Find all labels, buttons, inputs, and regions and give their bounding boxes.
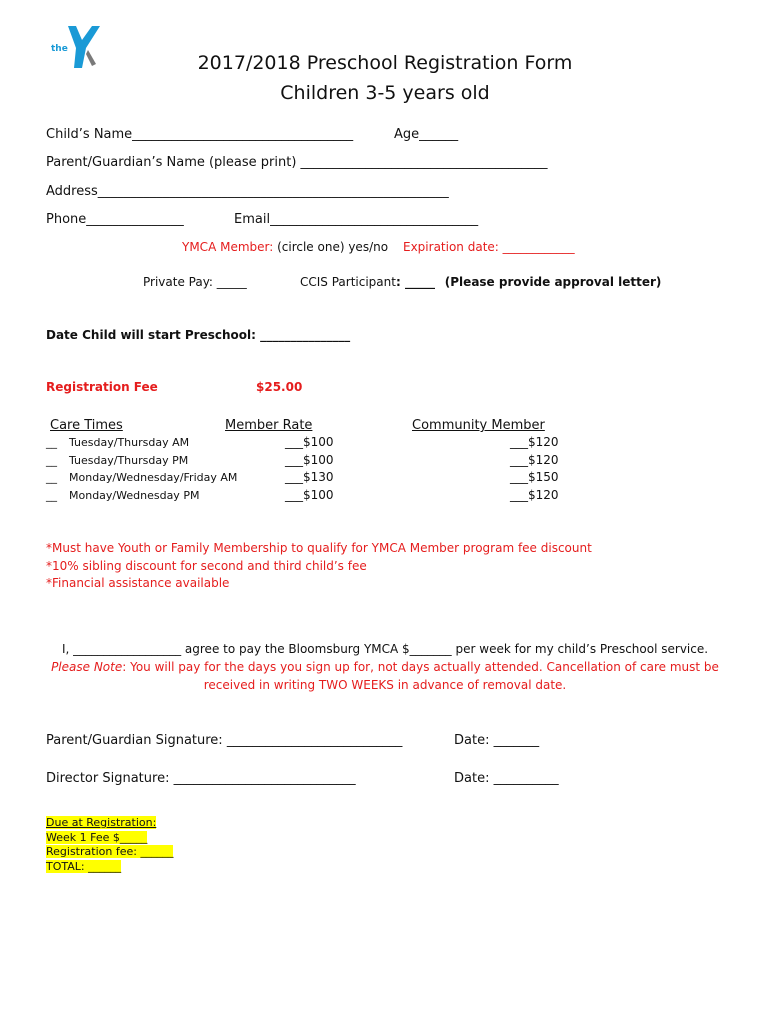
total-field[interactable]: TOTAL: ______ <box>46 860 122 873</box>
registration-fee-amount: $25.00 <box>256 380 303 394</box>
ccis-note: (Please provide approval letter) <box>444 275 662 289</box>
address-field[interactable]: Address______________________________________________________ <box>46 184 449 199</box>
ymca-member-label: YMCA Member: <box>182 240 274 254</box>
ccis-blank[interactable]: : _____ <box>395 275 435 289</box>
start-date-field[interactable] <box>46 328 350 342</box>
logo-the-text: the <box>51 44 68 54</box>
parent-signature-field[interactable]: Parent/Guardian Signature: ___________________________ <box>46 733 403 748</box>
please-note-line <box>0 660 770 674</box>
community-member-header: Community Member <box>412 418 545 433</box>
care-row-blank[interactable]: __ <box>46 489 57 502</box>
care-row-blank[interactable]: __ <box>46 454 57 467</box>
form-subtitle: Children 3-5 years old <box>280 82 490 104</box>
ccis-field[interactable] <box>300 275 661 289</box>
start-date-blank[interactable]: _______________ <box>260 328 351 342</box>
private-pay-field[interactable]: Private Pay: _____ <box>143 275 247 289</box>
care-row-member-rate[interactable]: ___$130 <box>285 470 334 484</box>
removal-notice-line: received in writing TWO WEEKS in advance of removal date. <box>203 678 567 692</box>
parent-date-field[interactable]: Date: _______ <box>454 733 540 748</box>
registration-fee-label: Registration Fee <box>46 380 158 394</box>
parent-name-field[interactable]: Parent/Guardian’s Name (please print) ______________________________________ <box>46 155 548 170</box>
director-date-field[interactable]: Date: __________ <box>454 771 559 786</box>
care-row-blank[interactable]: __ <box>46 471 57 484</box>
care-row-member-rate[interactable]: ___$100 <box>285 488 334 502</box>
care-row-member-rate[interactable]: ___$100 <box>285 453 334 467</box>
care-row-community-rate[interactable]: ___$120 <box>510 488 559 502</box>
ymca-member-field[interactable] <box>182 240 388 254</box>
start-date-label: Date Child will start Preschool: <box>46 328 261 342</box>
phone-field[interactable]: Phone_______________ <box>46 212 184 227</box>
member-rate-header: Member Rate <box>225 418 313 433</box>
expiration-date-field[interactable]: Expiration date: ____________ <box>403 240 575 254</box>
age-field[interactable]: Age______ <box>394 127 459 142</box>
director-signature-field[interactable]: Director Signature: ____________________________ <box>46 771 356 786</box>
membership-note: *Must have Youth or Family Membership to qualify for YMCA Member program fee discount <box>46 541 592 555</box>
care-row-time: Tuesday/Thursday PM <box>69 454 189 467</box>
ymca-member-choice[interactable]: (circle one) yes/no <box>273 240 389 254</box>
payment-agreement-line[interactable]: I, __________________ agree to pay the Bloomsburg YMCA $_______ per week for my child’s Preschool service. <box>61 642 709 656</box>
financial-assistance-note: *Financial assistance available <box>46 576 230 590</box>
care-row-member-rate[interactable]: ___$100 <box>285 435 334 449</box>
due-heading: Due at Registration: <box>46 816 157 829</box>
email-field[interactable]: Email________________________________ <box>234 212 479 227</box>
sibling-discount-note: *10% sibling discount for second and third child’s fee <box>46 559 367 573</box>
care-row-time: Monday/Wednesday/Friday AM <box>69 471 238 484</box>
registration-fee-field[interactable]: Registration fee: ______ <box>46 845 174 858</box>
week-fee-field[interactable]: Week 1 Fee $_____ <box>46 831 148 844</box>
ccis-label: CCIS Participant <box>300 275 396 289</box>
child-name-field[interactable]: Child’s Name__________________________________ <box>46 127 354 142</box>
care-row-time: Tuesday/Thursday AM <box>69 436 190 449</box>
care-row-community-rate[interactable]: ___$150 <box>510 470 559 484</box>
care-row-community-rate[interactable]: ___$120 <box>510 453 559 467</box>
form-title: 2017/2018 Preschool Registration Form <box>197 52 573 74</box>
please-note-text: : You will pay for the days you sign up for, not days actually attended. Cancellation of care must be <box>122 660 719 674</box>
care-row-time: Monday/Wednesday PM <box>69 489 200 502</box>
care-times-header: Care Times <box>50 418 123 433</box>
care-row-community-rate[interactable]: ___$120 <box>510 435 559 449</box>
care-row-blank[interactable]: __ <box>46 436 57 449</box>
please-note-label: Please Note <box>51 660 123 674</box>
